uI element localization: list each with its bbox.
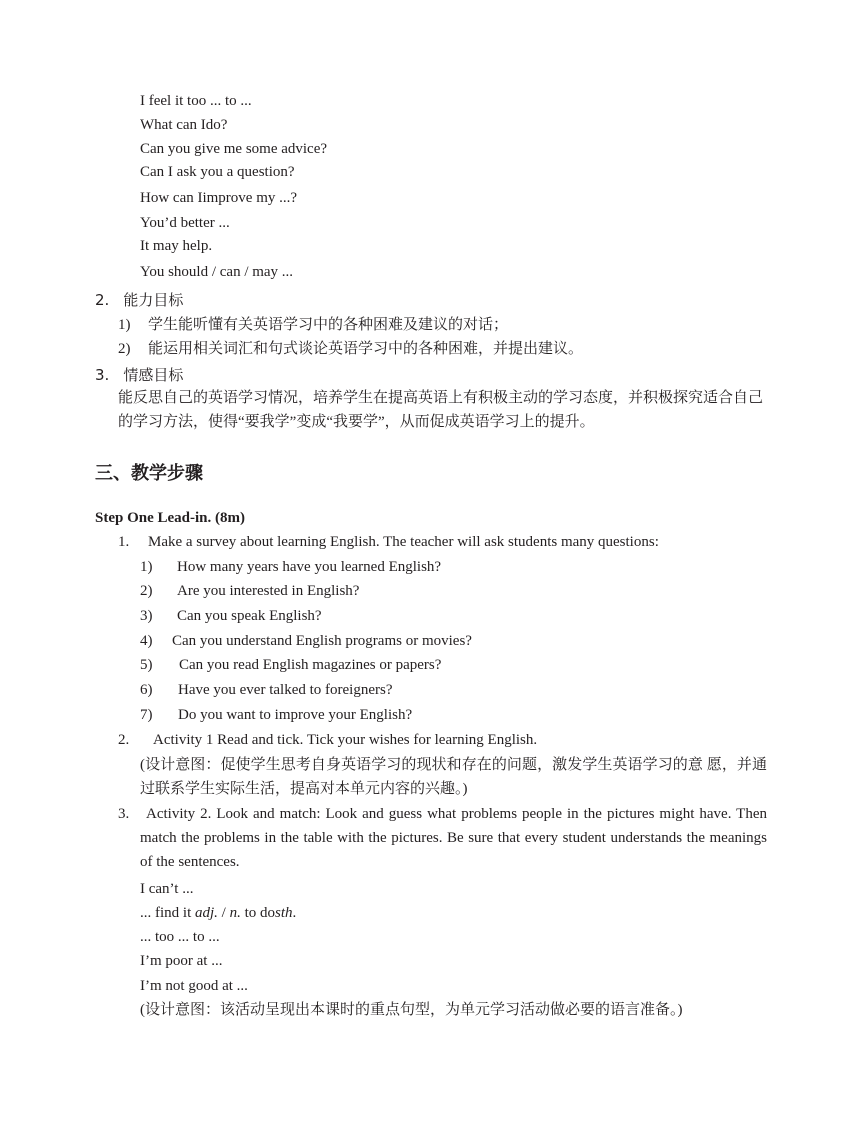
phrase-line: It may help. <box>140 238 213 254</box>
goal3-heading <box>95 365 183 385</box>
phrase-line: Can you give me some advice? <box>140 141 328 157</box>
question-item <box>140 557 441 577</box>
step-item-2 <box>118 730 537 750</box>
question-num: 2) <box>140 583 153 599</box>
pattern-italic: n. <box>229 905 241 921</box>
step-item-1 <box>118 532 659 552</box>
question-num: 5) <box>140 657 153 673</box>
goal3-title: 情感目标 <box>123 366 184 384</box>
phrase-line: You’d better ... <box>140 215 230 231</box>
question-item <box>140 631 472 651</box>
pattern-italic: sth <box>275 905 293 921</box>
phrase-line: Can I ask you a question? <box>140 164 295 180</box>
goal3-paragraph: 能反思自己的英语学习情况，培养学生在提高英语上有积极主动的学习态度，并积极探究适合自己的学习方法，使得“要我学”变成“我要学”，从而促成英语学习上的提升。 <box>118 390 764 430</box>
question-num: 7) <box>140 707 153 723</box>
question-text: Can you understand English programs or movies? <box>172 633 472 649</box>
question-item <box>140 705 412 725</box>
goal2-item-num: 1) <box>118 317 131 333</box>
pattern-text: . <box>292 905 297 921</box>
question-num: 3) <box>140 608 153 624</box>
pattern-line: I can’t ... <box>140 881 194 897</box>
question-text: Can you read English magazines or papers? <box>179 657 442 673</box>
goal2-title: 能力目标 <box>123 291 184 309</box>
step-item-3-num: 3. <box>118 806 130 822</box>
pattern-line <box>140 903 296 923</box>
goal3-number: 3. <box>95 366 110 384</box>
question-item <box>140 606 322 626</box>
goal2-item-text: 能运用相关词汇和句式谈论英语学习中的各种困难，并提出建议。 <box>148 341 584 357</box>
question-text: Are you interested in English? <box>177 583 360 599</box>
goal2-number: 2. <box>95 291 110 309</box>
phrase-line: I feel it too ... to ... <box>140 93 252 109</box>
question-item <box>140 655 441 675</box>
goal2-heading <box>95 290 183 310</box>
pattern-line: I’m not good at ... <box>140 978 248 994</box>
question-text: Have you ever talked to foreigners? <box>178 682 393 698</box>
step-one-title: Step One Lead-in. (8m) <box>95 510 245 526</box>
step-item-text: Activity 1 Read and tick. Tick your wishes for learning English. <box>153 732 538 748</box>
step-item-text: Make a survey about learning English. The teacher will ask students many questions: <box>148 534 659 550</box>
phrase-line: How can Iimprove my ...? <box>140 190 298 206</box>
question-num: 1) <box>140 559 153 575</box>
pattern-text: to do <box>240 905 276 921</box>
step-item-num: 1. <box>118 534 130 550</box>
question-text: How many years have you learned English? <box>177 559 442 575</box>
goal2-item <box>118 315 508 335</box>
pattern-line: ... too ... to ... <box>140 929 220 945</box>
pattern-text: ... find it <box>140 905 195 921</box>
phrase-line: What can Ido? <box>140 117 228 133</box>
question-text: Can you speak English? <box>177 608 322 624</box>
pattern-line: I’m poor at ... <box>140 953 223 969</box>
goal2-item-num: 2) <box>118 341 131 357</box>
question-num: 4) <box>140 633 153 649</box>
pattern-text: / <box>217 905 230 921</box>
goal2-item <box>118 339 583 359</box>
phrase-line: You should / can / may ... <box>140 264 294 280</box>
question-text: Do you want to improve your English? <box>178 707 413 723</box>
question-num: 6) <box>140 682 153 698</box>
design-note: (设计意图：促使学生思考自身英语学习的现状和存在的问题，激发学生英语学习的意 愿，并通过联系学生实际生活，提高对本单元内容的兴趣。) <box>140 757 767 797</box>
section-title: 三、教学步骤 <box>95 463 203 484</box>
pattern-italic: adj. <box>195 905 218 921</box>
question-item <box>140 581 359 601</box>
step-item-num: 2. <box>118 732 130 748</box>
goal2-item-text: 学生能听懂有关英语学习中的各种困难及建议的对话； <box>148 317 509 333</box>
step-item-3-text: Activity 2. Look and match: Look and guess what problems people in the pictures might have. Then match the problems in the table with the pictures. Be sure that every student understands the meanings of the sentences. <box>140 806 767 870</box>
design-note: (设计意图：该活动呈现出本课时的重点句型，为单元学习活动做必要的语言准备。) <box>140 1002 683 1018</box>
question-item <box>140 680 393 700</box>
